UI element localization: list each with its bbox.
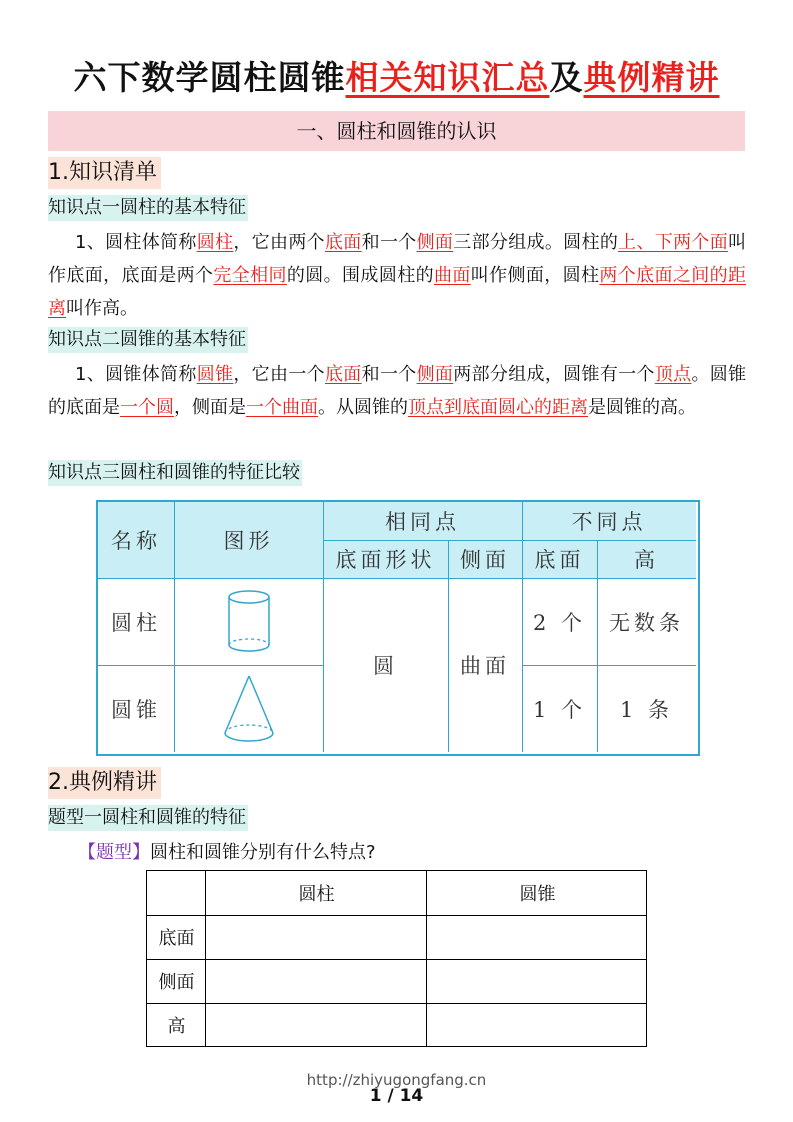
cylinder-icon [226, 589, 272, 655]
th-diff: 不同点 [522, 502, 696, 540]
kp3-title: 知识点三圆柱和圆锥的特征比较 [48, 460, 302, 486]
kp2-text: 是圆锥的高。 [588, 397, 696, 418]
cone-base-count: 1 个 [532, 697, 587, 722]
type1-title: 题型一圆柱和圆锥的特征 [48, 805, 248, 831]
same-base-shape: 圆 [373, 654, 398, 678]
answer-table [146, 870, 647, 1047]
title-part2: 相关知识汇总 [345, 58, 550, 97]
cone-height-count: 1 条 [619, 697, 674, 722]
grid-line [522, 665, 696, 666]
kp1-highlight: 曲面 [433, 265, 471, 286]
kp2-text: ，侧面是 [174, 397, 246, 418]
th-side: 侧面 [448, 540, 522, 578]
question [78, 839, 376, 867]
kp1-text: 叫作底面，底面是两个 [48, 232, 747, 286]
kp2-text: 。圆锥的底面是 [48, 364, 747, 418]
cylinder-height-count: 无数条 [609, 610, 684, 635]
cylinder-base-count: 2 个 [532, 610, 587, 635]
kp1-text: 1、圆柱体简称 [75, 232, 197, 253]
grid-line [597, 540, 598, 752]
kp1-highlight: 完全相同 [213, 265, 287, 286]
answer-cell-cone-base[interactable] [428, 916, 647, 958]
answer-cell-cylinder-side[interactable] [207, 960, 426, 1002]
kp1-text: ，它由两个 [233, 232, 325, 253]
answer-cell-cylinder-base[interactable] [207, 916, 426, 958]
kp1-text: 和一个 [361, 232, 417, 253]
answer-cell-cone-height[interactable] [428, 1004, 647, 1046]
section-header: 一、圆柱和圆锥的认识 [48, 111, 745, 151]
answer-cell-cylinder-height[interactable] [207, 1004, 426, 1046]
cylinder-figure [174, 578, 323, 665]
th-shape: 图形 [174, 502, 323, 578]
grid-line [147, 959, 646, 960]
answer-row-base: 底面 [158, 928, 195, 949]
answer-cell-cone-side[interactable] [428, 960, 647, 1002]
kp1-highlight: 上、下两个面 [618, 232, 729, 253]
th-name: 名称 [98, 502, 174, 578]
kp1-highlight: 侧面 [416, 232, 454, 253]
heading-knowledge-list: 1.知识清单 [48, 157, 161, 189]
same-side: 曲面 [460, 654, 510, 678]
kp2-text: 。从圆锥的 [318, 397, 408, 418]
kp2-highlight: 底面 [324, 364, 362, 385]
kp2-highlight: 一个曲面 [246, 397, 318, 418]
kp2-highlight: 圆锥 [196, 364, 234, 385]
page-number: 1 / 14 [369, 1086, 424, 1106]
row-cone-name: 圆锥 [111, 697, 161, 722]
th-same: 相同点 [323, 502, 522, 540]
grid-line [98, 578, 696, 579]
question-tag: 【题型】 [78, 842, 150, 863]
grid-line [147, 915, 646, 916]
cone-figure [174, 665, 323, 752]
kp2-text: 两部分组成，圆锥有一个 [453, 364, 655, 385]
kp1-highlight: 底面 [324, 232, 362, 253]
kp2-text: 和一个 [361, 364, 417, 385]
kp2-highlight: 顶点 [654, 364, 692, 385]
kp2-highlight: 一个圆 [120, 397, 174, 418]
kp1-text: 的圆。围成圆柱的 [286, 265, 434, 286]
answer-row-height: 高 [167, 1016, 186, 1037]
title-part1: 六下数学圆柱圆锥 [73, 58, 346, 97]
kp1-paragraph [48, 226, 746, 325]
footer-url[interactable]: http://zhiyugongfang.cn [306, 1071, 487, 1089]
grid-line [448, 540, 449, 752]
kp2-text: ，它由一个 [233, 364, 325, 385]
grid-line [174, 502, 175, 752]
th-height: 高 [597, 540, 696, 578]
kp2-text: 1、圆锥体简称 [75, 364, 197, 385]
kp1-title: 知识点一圆柱的基本特征 [48, 195, 248, 221]
answer-col-cone: 圆锥 [519, 884, 556, 905]
kp1-highlight: 两个底面之间的距离 [48, 265, 747, 319]
kp2-highlight: 顶点到底面圆心的距离 [408, 397, 588, 418]
grid-line [323, 540, 696, 541]
kp1-text: 三部分组成。圆柱的 [453, 232, 619, 253]
grid-line [98, 665, 323, 666]
comparison-table [96, 500, 700, 756]
kp2-title: 知识点二圆锥的基本特征 [48, 327, 248, 353]
grid-line [147, 1003, 646, 1004]
answer-row-side: 侧面 [158, 972, 195, 993]
kp1-text: 叫作高。 [66, 298, 138, 319]
kp1-highlight: 圆柱 [196, 232, 234, 253]
page-title [0, 56, 793, 100]
title-part4: 典例精讲 [583, 58, 720, 97]
th-base-shape: 底面形状 [323, 540, 448, 578]
heading-examples: 2.典例精讲 [48, 767, 161, 799]
title-part3: 及 [549, 58, 584, 97]
question-text: 圆柱和圆锥分别有什么特点? [150, 842, 376, 863]
row-cylinder-name: 圆柱 [111, 610, 161, 635]
cone-icon [222, 673, 276, 745]
kp1-text: 叫作侧面，圆柱 [470, 265, 600, 286]
kp2-highlight: 侧面 [416, 364, 454, 385]
th-base: 底面 [522, 540, 597, 578]
kp2-paragraph [48, 358, 746, 424]
answer-col-cylinder: 圆柱 [298, 884, 335, 905]
